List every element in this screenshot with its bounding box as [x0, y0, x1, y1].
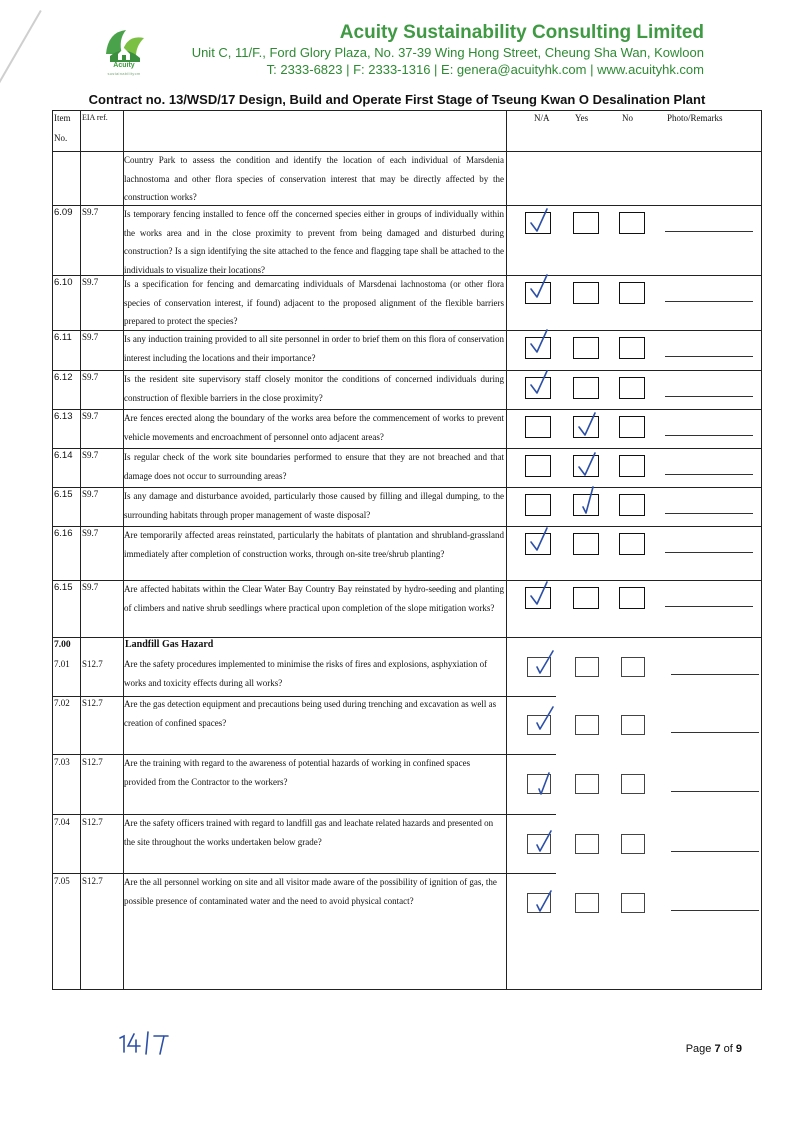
eia-ref: S9.7 — [82, 450, 99, 460]
remarks-line — [671, 791, 759, 792]
header-na: N/A — [534, 113, 550, 123]
eia-ref: S9.7 — [82, 489, 99, 499]
remarks-line — [665, 552, 753, 553]
remarks-line — [665, 513, 753, 514]
item-number: 6.09 — [54, 207, 73, 218]
eia-ref: S9.7 — [82, 582, 99, 592]
section-title: Landfill Gas Hazard — [125, 639, 214, 650]
handwritten-page-ref — [118, 1030, 178, 1056]
checkbox-na[interactable] — [527, 715, 551, 735]
question-text: Are temporarily affected areas reinstated, particularly the habitats of plantation and shrubland-grassland immediately after completion of construction works, through on-site tree/shrub planting? — [124, 530, 504, 559]
checkbox-na[interactable] — [525, 282, 551, 304]
logo-subtext: sustainabilitycm — [107, 71, 141, 76]
eia-ref: S9.7 — [82, 332, 99, 342]
checkbox-yes[interactable] — [573, 377, 599, 399]
question-text: Is any induction training provided to all site personnel in order to brief them on this flora of conservation interest including the locations and their importance? — [124, 334, 504, 363]
question-text: Is any damage and disturbance avoided, particularly those caused by filling and illegal dumping, to the surrounding habitats through proper management of waste disposal? — [124, 491, 504, 520]
item-number: 6.12 — [54, 372, 73, 383]
checkbox-yes[interactable] — [573, 587, 599, 609]
checkbox-no[interactable] — [621, 774, 645, 794]
checkbox-na[interactable] — [525, 587, 551, 609]
checkbox-yes[interactable] — [573, 533, 599, 555]
col-divider-item — [80, 111, 81, 989]
company-contact: T: 2333-6823 | F: 2333-1316 | E: genera@acuityhk.com | www.acuityhk.com — [266, 62, 704, 77]
contract-title: Contract no. 13/WSD/17 Design, Build and Operate First Stage of Tseung Kwan O Desalination Plant — [88, 92, 706, 107]
question-text: Are the safety officers trained with regard to landfill gas and leachate related hazards and presented on the site throughout the works undertaken below grade? — [124, 818, 494, 847]
checkbox-na[interactable] — [525, 416, 551, 438]
question-text: Are the safety procedures implemented to minimise the risks of fires and explosions, asphyxiation of works and toxicity effects during all works? — [124, 659, 488, 688]
remarks-line — [665, 231, 753, 232]
checkbox-yes[interactable] — [575, 657, 599, 677]
question-text: Are the training with regard to the awareness of potential hazards of working in confined spaces provided from the Contractor to the workers? — [124, 758, 471, 787]
item-number: 6.16 — [54, 528, 73, 539]
checkbox-yes[interactable] — [575, 715, 599, 735]
question-text: Are the all personnel working on site and all visitor made aware of the possibility of ignition of gas, the possible presence of contaminated water and the need to avoid physical contact? — [124, 877, 497, 906]
decorative-slash — [0, 10, 42, 89]
page-prefix: Page — [685, 1043, 715, 1055]
header-eia-ref: EIA ref. — [82, 113, 108, 122]
checkbox-na[interactable] — [525, 377, 551, 399]
item-number: 7.02 — [54, 698, 70, 708]
item-number: 7.01 — [54, 659, 70, 669]
checkbox-no[interactable] — [619, 212, 645, 234]
page-number — [686, 1043, 742, 1055]
remarks-line — [671, 851, 759, 852]
logo-text: Acuity — [113, 62, 135, 69]
remarks-line — [665, 435, 753, 436]
eia-ref: S12.7 — [82, 698, 103, 708]
question-text: Is a specification for fencing and demarcating individuals of Marsdenai lachnostoma (or other flora species of conservation interest, if found) adjacent to the proposed alignment of the flexible barriers prepared to protect the species? — [124, 279, 504, 326]
remarks-line — [665, 474, 753, 475]
remarks-line — [665, 301, 753, 302]
company-address: Unit C, 11/F., Ford Glory Plaza, No. 37-39 Wing Hong Street, Cheung Sha Wan, Kowloon — [191, 45, 704, 60]
page-total: 9 — [735, 1043, 742, 1055]
col-divider-question — [506, 111, 507, 989]
checkbox-no[interactable] — [621, 893, 645, 913]
checkbox-na[interactable] — [525, 455, 551, 477]
item-number: 7.05 — [54, 876, 70, 886]
checkbox-no[interactable] — [619, 533, 645, 555]
checkbox-yes[interactable] — [573, 416, 599, 438]
row-divider — [53, 637, 761, 638]
remarks-line — [671, 910, 759, 911]
checkbox-yes[interactable] — [573, 282, 599, 304]
checkbox-na[interactable] — [525, 337, 551, 359]
item-number: 7.03 — [54, 757, 70, 767]
eia-ref: S12.7 — [82, 659, 103, 669]
question-text: Are fences erected along the boundary of the works area before the commencement of works to prevent vehicle movements and encroachment of personnel onto adjacent areas? — [124, 413, 504, 442]
header-item: Item — [54, 113, 71, 123]
remarks-line — [671, 732, 759, 733]
checkbox-na[interactable] — [525, 212, 551, 234]
continued-question: Country Park to assess the condition and identify the location of each individual of Marsdenia lachnostoma and other flora species of conservation interest that may be directly affected by the construction works? — [124, 155, 504, 202]
checkbox-no[interactable] — [619, 377, 645, 399]
item-number: 7.04 — [54, 817, 70, 827]
question-text: Is regular check of the work site boundaries performed to ensure that they are not breached and that damage does not occur to surrounding areas? — [124, 452, 504, 481]
item-number: 6.11 — [54, 332, 72, 343]
checkbox-no[interactable] — [619, 416, 645, 438]
checkbox-na[interactable] — [527, 657, 551, 677]
eia-ref: S9.7 — [82, 372, 99, 382]
eia-ref: S12.7 — [82, 876, 103, 886]
item-number: 6.15 — [54, 489, 73, 500]
header-yes: Yes — [575, 113, 589, 123]
item-number: 6.15 — [54, 582, 73, 593]
item-number: 6.13 — [54, 411, 73, 422]
checkbox-no[interactable] — [619, 494, 645, 516]
section-number: 7.00 — [54, 640, 71, 650]
checkbox-na[interactable] — [525, 494, 551, 516]
page-current: 7 — [714, 1043, 721, 1055]
question-text: Is temporary fencing installed to fence off the concerned species either in groups of individually within the works area and in the close proximity to prevent from being damaged and disturbed during construction? Is a sign identifying the site attached to the fence and flagging tape shall be attached to the individuals to visualize their locations? — [124, 209, 504, 275]
header-no: No. — [54, 133, 68, 143]
eia-ref: S12.7 — [82, 817, 103, 827]
checkbox-yes[interactable] — [573, 212, 599, 234]
checkbox-no[interactable] — [619, 587, 645, 609]
checkbox-no[interactable] — [619, 282, 645, 304]
checkbox-yes[interactable] — [575, 893, 599, 913]
checkbox-na[interactable] — [527, 774, 551, 794]
checkbox-yes[interactable] — [573, 337, 599, 359]
checkbox-no[interactable] — [619, 455, 645, 477]
remarks-line — [665, 606, 753, 607]
checkbox-yes[interactable] — [575, 834, 599, 854]
item-number: 6.10 — [54, 277, 73, 288]
checkbox-na[interactable] — [527, 834, 551, 854]
question-text: Is the resident site supervisory staff closely monitor the conditions of concerned individuals during construction of flexible barriers in the close proximity? — [124, 374, 504, 403]
eia-ref: S9.7 — [82, 277, 99, 287]
checkbox-na[interactable] — [525, 533, 551, 555]
checkbox-yes[interactable] — [573, 494, 599, 516]
eia-ref: S9.7 — [82, 411, 99, 421]
company-name: Acuity Sustainability Consulting Limited — [339, 22, 704, 43]
checkbox-yes[interactable] — [575, 774, 599, 794]
checkbox-na[interactable] — [527, 893, 551, 913]
header-no-col: No — [622, 113, 633, 123]
remarks-line — [671, 674, 759, 675]
eia-ref: S9.7 — [82, 207, 99, 217]
eia-ref: S12.7 — [82, 757, 103, 767]
checkbox-no[interactable] — [621, 715, 645, 735]
header-remarks: Photo/Remarks — [667, 113, 723, 123]
page-mid: of — [720, 1043, 736, 1055]
checkbox-no[interactable] — [621, 657, 645, 677]
checkbox-no[interactable] — [619, 337, 645, 359]
checkbox-yes[interactable] — [573, 455, 599, 477]
question-text: Are affected habitats within the Clear Water Bay Country Bay reinstated by hydro-seeding and planting of climbers and native shrub seedlings where practical upon completion of the slope mitigation works? — [124, 584, 504, 613]
checkbox-no[interactable] — [621, 834, 645, 854]
checklist-table — [52, 110, 762, 990]
remarks-line — [665, 356, 753, 357]
item-number: 6.14 — [54, 450, 73, 461]
remarks-line — [665, 396, 753, 397]
question-text: Are the gas detection equipment and precautions being used during trenching and excavation as well as creation of confined spaces? — [124, 699, 497, 728]
eia-ref: S9.7 — [82, 528, 99, 538]
